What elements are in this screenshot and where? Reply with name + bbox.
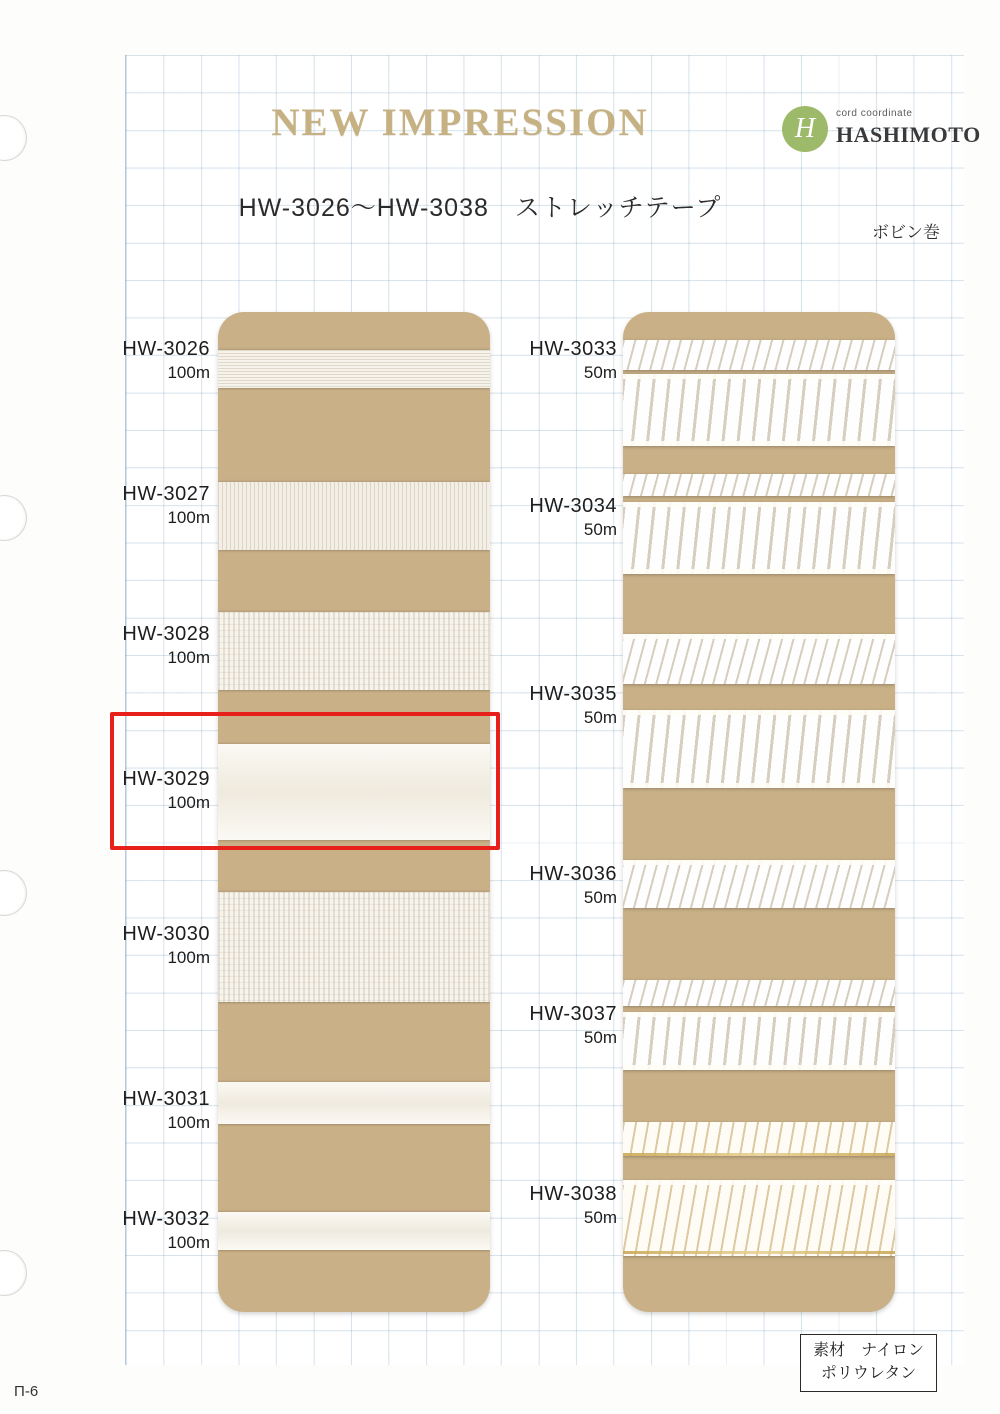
swatch-hw-3037 — [623, 1012, 895, 1070]
product-code: HW-3028 — [122, 623, 210, 645]
binder-hole — [0, 1250, 27, 1296]
swatch-hw-3033-top — [623, 340, 895, 370]
product-length: 100m — [167, 1113, 210, 1132]
brand-logo — [782, 100, 981, 164]
swatch-hw-3037-top — [623, 980, 895, 1006]
swatch-hw-3028 — [218, 612, 490, 690]
material-line-1: 素材 ナイロン — [813, 1341, 924, 1359]
swatch-hw-3038 — [623, 1180, 895, 1256]
swatch-hw-3034-top — [623, 474, 895, 496]
product-code: HW-3026 — [122, 338, 210, 360]
label-hw-3037 — [447, 1003, 617, 1048]
binder-hole — [0, 870, 27, 916]
product-length: 100m — [167, 948, 210, 967]
swatch-hw-3031 — [218, 1082, 490, 1124]
product-code: HW-3031 — [122, 1088, 210, 1110]
product-code: HW-3029 — [122, 768, 210, 790]
logo-tagline: cord coordinate — [836, 108, 913, 119]
ruffle-edge-icon — [623, 441, 895, 446]
label-hw-3027 — [40, 483, 210, 528]
label-hw-3038 — [447, 1183, 617, 1228]
page-subtitle: HW-3026〜HW-3038 ストレッチテープ — [238, 194, 722, 222]
product-code: HW-3033 — [529, 338, 617, 360]
product-length: 50m — [583, 363, 617, 382]
product-length: 100m — [167, 1233, 210, 1252]
label-hw-3031 — [40, 1088, 210, 1133]
ruffle-edge-icon — [623, 634, 895, 639]
product-length: 50m — [583, 1208, 617, 1227]
product-code: HW-3030 — [122, 923, 210, 945]
swatch-hw-3034 — [623, 502, 895, 574]
product-code: HW-3037 — [529, 1003, 617, 1025]
product-length: 100m — [167, 508, 210, 527]
ruffle-edge-icon — [623, 502, 895, 507]
label-hw-3030 — [40, 923, 210, 968]
swatch-hw-3030 — [218, 892, 490, 1002]
swatch-hw-3033 — [623, 374, 895, 446]
ruffle-edge-icon — [623, 710, 895, 715]
label-hw-3033 — [447, 338, 617, 383]
product-length: 50m — [583, 1028, 617, 1047]
page-number: Π-6 — [14, 1383, 39, 1400]
product-code: HW-3034 — [529, 495, 617, 517]
gold-thread-icon — [623, 1153, 895, 1156]
binder-hole — [0, 115, 27, 161]
product-code: HW-3027 — [122, 483, 210, 505]
binder-hole — [0, 495, 27, 541]
highlight-box-hw-3029 — [110, 712, 500, 850]
label-hw-3034 — [447, 495, 617, 540]
product-length: 100m — [167, 648, 210, 667]
material-info-box — [800, 1334, 937, 1392]
product-code: HW-3032 — [122, 1208, 210, 1230]
ruffle-edge-icon — [623, 783, 895, 788]
logo-mark-icon: H — [782, 106, 828, 152]
ruffle-edge-icon — [623, 860, 895, 865]
swatch-hw-3036 — [623, 860, 895, 908]
ruffle-edge-icon — [623, 569, 895, 574]
swatch-panel-right — [623, 312, 895, 1312]
gold-thread-icon — [623, 1251, 895, 1254]
product-length: 50m — [583, 520, 617, 539]
ruffle-edge-icon — [623, 1012, 895, 1017]
swatch-hw-3035 — [623, 710, 895, 788]
swatch-hw-3038-top — [623, 1122, 895, 1156]
product-length: 100m — [167, 793, 210, 812]
ruffle-edge-icon — [623, 374, 895, 379]
product-code: HW-3035 — [529, 683, 617, 705]
label-hw-3036 — [447, 863, 617, 908]
logo-brand-name: HASHIMOTO — [836, 122, 981, 147]
page-title: NEW IMPRESSION — [271, 101, 649, 144]
ruffle-edge-icon — [623, 1065, 895, 1070]
label-hw-3028 — [40, 623, 210, 668]
material-line-2: ポリウレタン — [820, 1364, 917, 1382]
product-length: 50m — [583, 708, 617, 727]
product-code: HW-3038 — [529, 1183, 617, 1205]
product-code: HW-3036 — [529, 863, 617, 885]
product-length: 100m — [167, 363, 210, 382]
label-hw-3032 — [40, 1208, 210, 1253]
product-length: 50m — [583, 888, 617, 907]
label-hw-3026 — [40, 338, 210, 383]
winding-type-label: ボビン巻 — [872, 223, 940, 242]
swatch-hw-3035-top — [623, 634, 895, 684]
ruffle-edge-icon — [623, 1180, 895, 1185]
